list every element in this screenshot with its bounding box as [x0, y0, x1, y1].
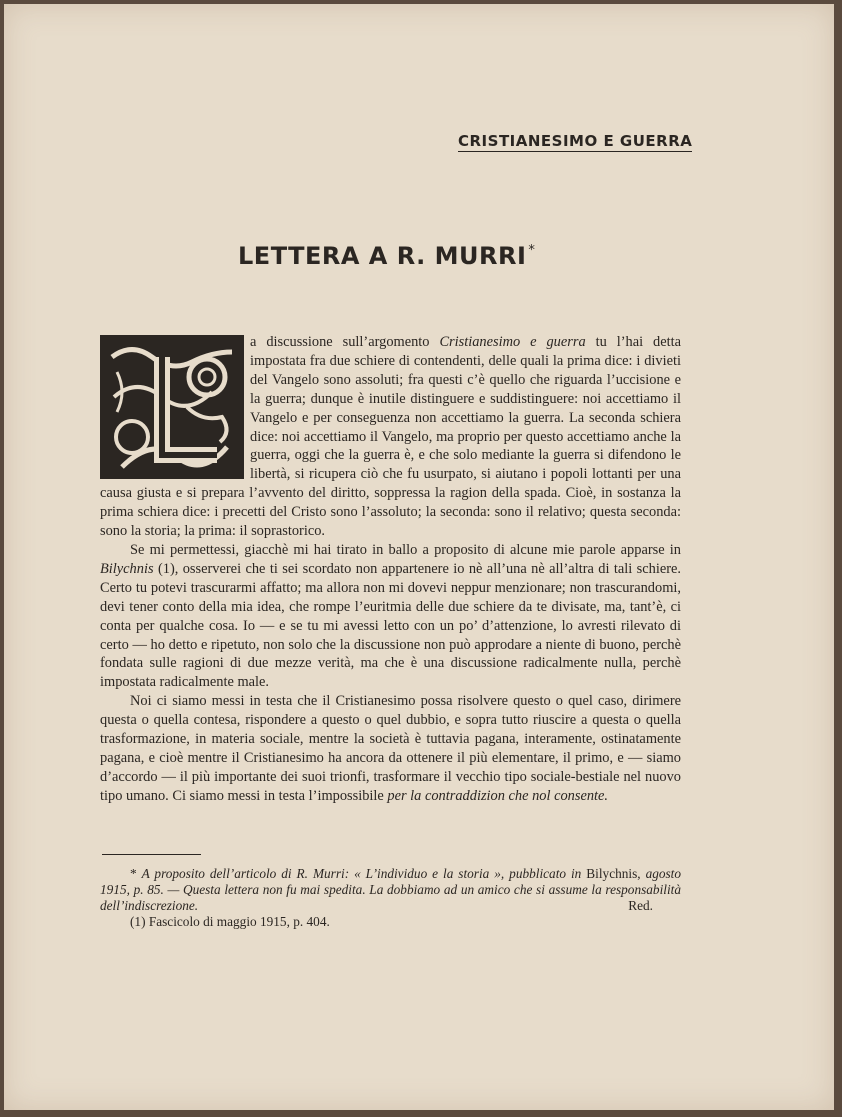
footnote-1-text-b: agosto 1915, p. 85. — Questa lettera non fu mai spedita. La dobbiamo ad un amico che si assume la responsabilità dell’indiscrezione.: [100, 866, 682, 913]
section-header: CRISTIANESIMO E GUERRA: [458, 132, 693, 150]
paragraph-2-text-b: (1), osserverei che ti sei scordato non appartenere io nè all’una nè all’altra di tali schiere. Certo tu potevi trascurarmi affatto; ma allora non mi dovevi neppur menzionare; non trascurandomi, devi tener conto della mia idea, che rompe l’euritmia delle due schiere da te divisate, ma, tant’è, ci conta per qualche cosa. Io — e se tu mi avessi letto con un po’ d’attenzione, lo avresti rilevato di certo — ho detto e ripetuto, non solo che la discussione non può approdare a niente di buono, perchè fondata sulle ragioni di due mezze verità, ma che è una discussione radicalmente nulla, perchè impostata radicalmente male.: [100, 560, 681, 691]
paragraph-2-text-a: Se mi permettessi, giacchè mi hai tirato in ballo a proposito di alcune mie parole apparse in: [130, 541, 681, 558]
title-footnote-mark: *: [528, 243, 536, 258]
paragraph-1-text-b: tu l’hai detta impostata fra due schiere di contendenti, delle quali la prima dice: i divieti del Vangelo sono assoluti; fra questi c’è quello che riguarda l’uccisione e la guerra; dunque è inutile distinguere e suddistinguere: noi accettiamo il Vangelo e per conseguenza non accettiamo la guerra. La seconda schiera dice: noi accettiamo il Vangelo, ma proprio per questo accettiamo anche la guerra, oggi che la guerra è, e che solo mediante la guerra si difendono le libertà, si ricupera ciò che fu usurpato, si aiutano i popoli lottanti per una causa giusta e si prepara l’avvento del diritto, soppressa la ragion della spada. Cioè, in sostanza la prima schiera dice: i precetti del Cristo sono l’assoluto; la seconda: sono il relativo; questa seconda: sono la storia; la prima: il soprastorico.: [100, 334, 681, 540]
article-body: [100, 333, 681, 806]
footnote-divider: [102, 854, 201, 855]
article-title: [238, 242, 535, 270]
page: [4, 4, 834, 1110]
paragraph-1-italic: Cristianesimo e guerra: [439, 334, 586, 350]
footnote-1: [100, 866, 681, 914]
paragraph-2-italic: Bilychnis: [100, 560, 154, 577]
ornamental-initial-l: [100, 335, 244, 479]
footnote-2: (1) Fascicolo di maggio 1915, p. 404.: [130, 914, 330, 929]
footnote-1-mark: *: [130, 866, 137, 881]
footnote-1-signature: Red.: [628, 898, 653, 913]
title-text: LETTERA A R. MURRI: [238, 242, 527, 270]
paragraph-2: [100, 541, 681, 692]
paragraph-1: [100, 333, 681, 541]
paragraph-3-text-a: Noi ci siamo messi in testa che il Cristianesimo possa risolvere questo o quel caso, dirimere questa o quella contesa, rispondere a questo o quel dubbio, e sopra tutto riuscire a questa o quella trasformazione, in materia sociale, mentre la società è tuttavia pagana, interamente, ostinatamente pagana, e cioè mentre il Cristianesimo ha ancora da ottenere il più elementare, il primo, e — siamo d’accordo — il più importante dei suoi trionfi, trasformare il vecchio tipo sociale-bestiale nel nuovo tipo umano. Ci siamo messi in testa l’impossibile: [100, 693, 681, 804]
ornamental-initial-l-icon: [102, 337, 242, 477]
paragraph-1-text-a: a discussione sull’argomento: [250, 334, 440, 350]
footnotes: [100, 866, 681, 930]
footnote-1-text-a: A proposito dell’articolo di R. Murri: « L’individuo e la storia », pubblicato in: [141, 866, 582, 881]
paragraph-3: [100, 692, 681, 805]
footnote-1-roman: Bilychnis,: [586, 866, 641, 881]
paragraph-3-italic: per la contraddizion che nol consente.: [387, 787, 609, 804]
